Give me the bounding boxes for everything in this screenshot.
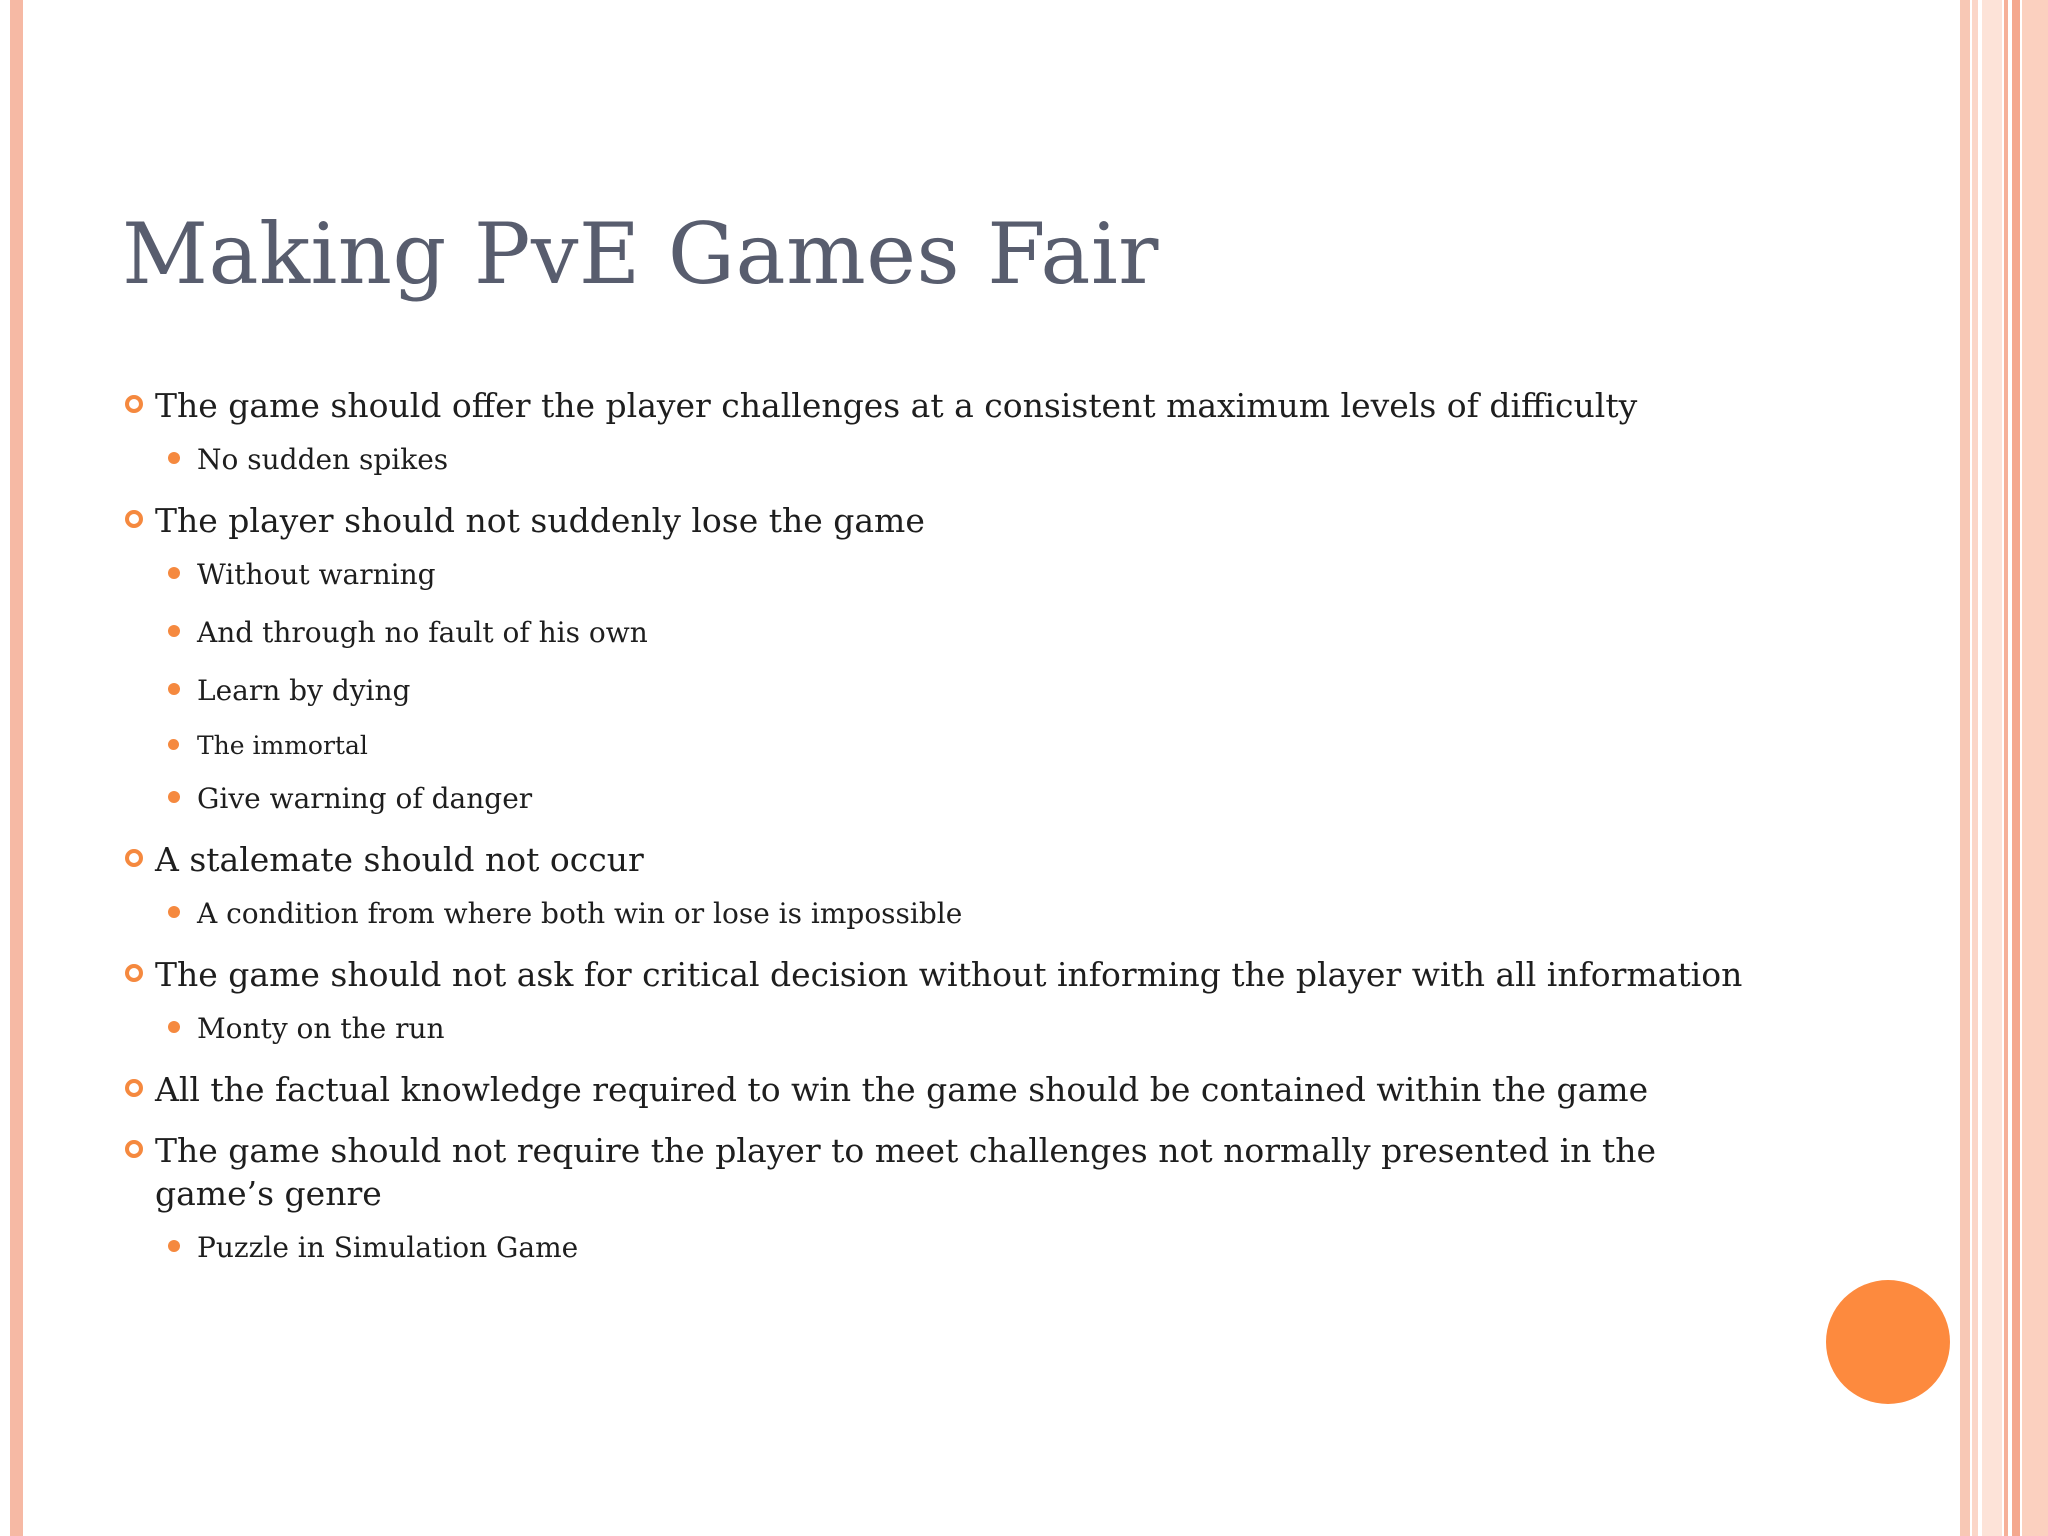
sub-bullet-item bbox=[118, 672, 1758, 710]
dot-bullet-icon bbox=[168, 567, 180, 579]
bullet-item bbox=[118, 838, 1758, 881]
sub-bullet-item bbox=[118, 441, 1758, 479]
sub-bullet-text: Learn by dying bbox=[197, 674, 411, 707]
sub-bullet-text: The immortal bbox=[197, 731, 368, 760]
bullet-text: A stalemate should not occur bbox=[155, 840, 644, 879]
slide-title: Making PvE Games Fair bbox=[122, 205, 1159, 303]
sub-bullet-item bbox=[118, 730, 1758, 762]
sub-bullet-item bbox=[118, 1010, 1758, 1048]
sub-bullet-item bbox=[118, 1229, 1758, 1267]
bullet-item bbox=[118, 499, 1758, 542]
right-border-stripe bbox=[1960, 0, 1970, 1536]
decorative-orange-circle bbox=[1826, 1280, 1950, 1404]
ring-bullet-icon bbox=[125, 964, 143, 982]
bullet-text: The game should not ask for critical decision without informing the player with all information bbox=[155, 955, 1743, 994]
sub-bullet-text: Monty on the run bbox=[197, 1012, 445, 1045]
sub-bullet-item bbox=[118, 780, 1758, 818]
sub-bullet-item bbox=[118, 614, 1758, 652]
sub-bullet-text: Without warning bbox=[197, 558, 436, 591]
right-border-stripe bbox=[2012, 0, 2020, 1536]
dot-bullet-icon bbox=[168, 625, 180, 637]
dot-bullet-icon bbox=[168, 452, 180, 464]
ring-bullet-icon bbox=[125, 1079, 143, 1097]
right-border-stripe bbox=[1982, 0, 2002, 1536]
sub-bullet-item bbox=[118, 895, 1758, 933]
right-border-stripe bbox=[2004, 0, 2008, 1536]
left-border-stripe bbox=[10, 0, 23, 1536]
right-border-stripe bbox=[1972, 0, 1978, 1536]
ring-bullet-icon bbox=[125, 510, 143, 528]
dot-bullet-icon bbox=[168, 906, 180, 918]
dot-bullet-icon bbox=[168, 683, 180, 695]
ring-bullet-icon bbox=[125, 1140, 143, 1158]
dot-bullet-icon bbox=[168, 739, 179, 750]
sub-bullet-text: No sudden spikes bbox=[197, 443, 449, 476]
sub-bullet-text: Puzzle in Simulation Game bbox=[197, 1231, 579, 1264]
dot-bullet-icon bbox=[168, 1240, 180, 1252]
dot-bullet-icon bbox=[168, 791, 180, 803]
bullet-text: All the factual knowledge required to win the game should be contained within the game bbox=[155, 1070, 1649, 1109]
bullet-list bbox=[118, 366, 1758, 1287]
bullet-item bbox=[118, 1129, 1758, 1215]
sub-bullet-text: A condition from where both win or lose is impossible bbox=[197, 897, 963, 930]
sub-bullet-text: Give warning of danger bbox=[197, 782, 533, 815]
sub-bullet-item bbox=[118, 556, 1758, 594]
right-border-stripe bbox=[2022, 0, 2048, 1536]
bullet-text: The game should offer the player challenges at a consistent maximum levels of difficulty bbox=[155, 386, 1638, 425]
dot-bullet-icon bbox=[168, 1021, 180, 1033]
sub-bullet-text: And through no fault of his own bbox=[197, 616, 648, 649]
bullet-item bbox=[118, 953, 1758, 996]
bullet-item bbox=[118, 384, 1758, 427]
ring-bullet-icon bbox=[125, 395, 143, 413]
bullet-text: The game should not require the player to meet challenges not normally presented in the game’s genre bbox=[155, 1131, 1657, 1213]
bullet-item bbox=[118, 1068, 1758, 1111]
bullet-text: The player should not suddenly lose the game bbox=[155, 501, 925, 540]
ring-bullet-icon bbox=[125, 849, 143, 867]
